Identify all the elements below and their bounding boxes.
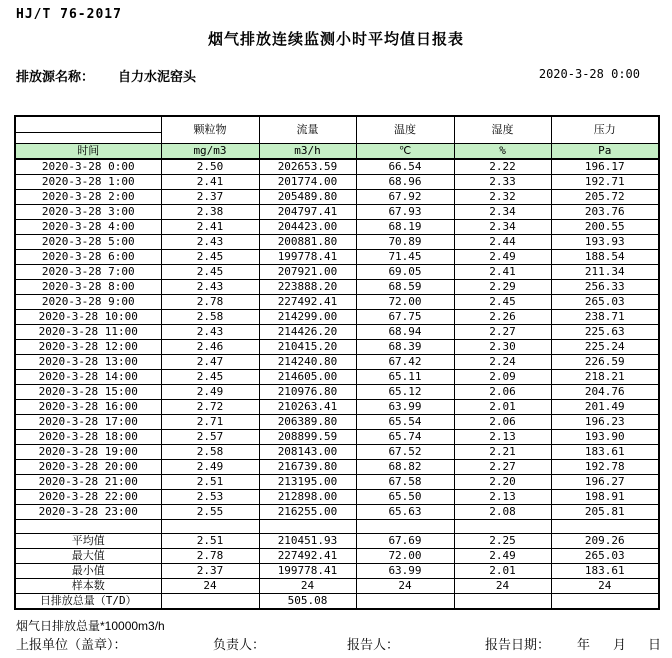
value-cell: 2.32 (454, 189, 551, 204)
value-cell: 192.78 (551, 459, 659, 474)
value-cell: 207921.00 (259, 264, 356, 279)
value-cell: 2.78 (161, 548, 259, 563)
value-cell: 202653.59 (259, 159, 356, 175)
value-cell: 216255.00 (259, 504, 356, 519)
header-row-labels (15, 116, 659, 132)
table-row (15, 339, 659, 354)
report-datetime: 2020-3-28 0:00 (538, 67, 640, 81)
month-label: 月 (613, 637, 627, 652)
value-cell: 2.01 (454, 563, 551, 578)
unit-cell-flow: m3/h (259, 143, 356, 159)
value-cell: 238.71 (551, 309, 659, 324)
value-cell: 2.43 (161, 279, 259, 294)
value-cell: 2.53 (161, 489, 259, 504)
footer-signature-line (0, 634, 672, 652)
time-cell: 2020-3-28 17:00 (15, 414, 161, 429)
value-cell: 2.06 (454, 384, 551, 399)
time-header-cell: 时间 (15, 143, 161, 159)
emission-source-line (16, 66, 196, 85)
table-row (15, 399, 659, 414)
value-cell: 2.29 (454, 279, 551, 294)
time-cell: 2020-3-28 22:00 (15, 489, 161, 504)
value-cell: 200.55 (551, 219, 659, 234)
unit-row (15, 143, 659, 159)
value-cell: 265.03 (551, 294, 659, 309)
value-cell: 2.24 (454, 354, 551, 369)
value-cell: 2.27 (454, 324, 551, 339)
value-cell: 2.38 (161, 204, 259, 219)
value-cell: 206389.80 (259, 414, 356, 429)
value-cell (259, 519, 356, 533)
time-cell: 2020-3-28 0:00 (15, 159, 161, 175)
column-header-pressure: 压力 (551, 116, 659, 143)
time-cell: 2020-3-28 2:00 (15, 189, 161, 204)
table-row (15, 489, 659, 504)
column-header-humidity: 湿度 (454, 116, 551, 143)
value-cell: 67.69 (356, 533, 454, 548)
time-cell: 2020-3-28 3:00 (15, 204, 161, 219)
value-cell: 68.82 (356, 459, 454, 474)
emission-source-name: 自力水泥窑头 (118, 69, 197, 84)
value-cell: 213195.00 (259, 474, 356, 489)
value-cell: 68.19 (356, 219, 454, 234)
time-cell: 2020-3-28 5:00 (15, 234, 161, 249)
value-cell: 69.05 (356, 264, 454, 279)
time-cell: 2020-3-28 21:00 (15, 474, 161, 489)
time-cell: 2020-3-28 15:00 (15, 384, 161, 399)
summary-label-cell: 最小值 (15, 563, 161, 578)
table-row (15, 354, 659, 369)
table-row (15, 459, 659, 474)
value-cell: 214605.00 (259, 369, 356, 384)
column-header-particulate: 颗粒物 (161, 116, 259, 143)
value-cell: 2.26 (454, 309, 551, 324)
value-cell: 65.11 (356, 369, 454, 384)
value-cell: 210263.41 (259, 399, 356, 414)
table-row (15, 279, 659, 294)
value-cell: 225.63 (551, 324, 659, 339)
year-label: 年 (577, 637, 591, 652)
value-cell: 188.54 (551, 249, 659, 264)
value-cell: 216739.80 (259, 459, 356, 474)
value-cell: 24 (551, 578, 659, 593)
value-cell: 68.39 (356, 339, 454, 354)
summary-row (15, 563, 659, 578)
value-cell: 225.24 (551, 339, 659, 354)
time-cell: 2020-3-28 14:00 (15, 369, 161, 384)
time-cell: 2020-3-28 12:00 (15, 339, 161, 354)
value-cell: 24 (356, 578, 454, 593)
summary-row (15, 578, 659, 593)
value-cell: 205.81 (551, 504, 659, 519)
value-cell: 256.33 (551, 279, 659, 294)
value-cell: 196.17 (551, 159, 659, 175)
time-cell: 2020-3-28 16:00 (15, 399, 161, 414)
value-cell: 65.50 (356, 489, 454, 504)
table-row (15, 384, 659, 399)
value-cell: 2.06 (454, 414, 551, 429)
value-cell: 2.58 (161, 309, 259, 324)
value-cell: 2.49 (454, 249, 551, 264)
value-cell: 2.30 (454, 339, 551, 354)
value-cell (454, 519, 551, 533)
value-cell: 2.49 (161, 459, 259, 474)
summary-label-cell: 日排放总量（T/D） (15, 593, 161, 609)
value-cell: 66.54 (356, 159, 454, 175)
unit-cell-temperature: ℃ (356, 143, 454, 159)
value-cell: 193.90 (551, 429, 659, 444)
reporter-label: 报告人： (347, 637, 400, 652)
value-cell: 2.49 (454, 548, 551, 563)
summary-label-cell: 样本数 (15, 578, 161, 593)
value-cell: 2.33 (454, 174, 551, 189)
time-cell: 2020-3-28 11:00 (15, 324, 161, 339)
value-cell: 204.76 (551, 384, 659, 399)
value-cell (551, 593, 659, 609)
value-cell: 226.59 (551, 354, 659, 369)
table-row (15, 219, 659, 234)
table-row (15, 429, 659, 444)
time-cell: 2020-3-28 19:00 (15, 444, 161, 459)
value-cell: 24 (454, 578, 551, 593)
value-cell: 2.46 (161, 339, 259, 354)
summary-row (15, 548, 659, 563)
value-cell: 214426.20 (259, 324, 356, 339)
report-date-label: 报告日期： (485, 637, 551, 652)
value-cell: 204423.00 (259, 219, 356, 234)
value-cell: 2.55 (161, 504, 259, 519)
value-cell: 2.49 (161, 384, 259, 399)
value-cell: 2.37 (161, 189, 259, 204)
value-cell: 196.27 (551, 474, 659, 489)
value-cell: 183.61 (551, 444, 659, 459)
value-cell: 2.41 (161, 174, 259, 189)
unit-cell-pressure: Pa (551, 143, 659, 159)
value-cell: 65.12 (356, 384, 454, 399)
summary-label-cell: 最大值 (15, 548, 161, 563)
value-cell: 2.45 (161, 264, 259, 279)
day-label: 日 (648, 637, 662, 652)
value-cell (161, 593, 259, 609)
column-header-flow: 流量 (259, 116, 356, 143)
value-cell: 2.41 (161, 219, 259, 234)
value-cell: 2.51 (161, 474, 259, 489)
value-cell (356, 519, 454, 533)
value-cell: 211.34 (551, 264, 659, 279)
unit-cell-humidity: % (454, 143, 551, 159)
summary-row (15, 593, 659, 609)
value-cell: 212898.00 (259, 489, 356, 504)
value-cell: 72.00 (356, 294, 454, 309)
value-cell: 2.45 (161, 249, 259, 264)
table-row (15, 264, 659, 279)
header-blank-cell-bottom (15, 132, 161, 143)
standard-code: HJ/T 76-2017 (16, 7, 122, 22)
table-row (15, 309, 659, 324)
value-cell: 505.08 (259, 593, 356, 609)
value-cell (551, 519, 659, 533)
value-cell: 2.43 (161, 234, 259, 249)
table-row (15, 249, 659, 264)
time-cell: 2020-3-28 4:00 (15, 219, 161, 234)
value-cell: 2.45 (454, 294, 551, 309)
value-cell: 63.99 (356, 399, 454, 414)
value-cell: 227492.41 (259, 548, 356, 563)
time-cell: 2020-3-28 1:00 (15, 174, 161, 189)
value-cell: 2.25 (454, 533, 551, 548)
value-cell: 193.93 (551, 234, 659, 249)
spacer-cell (15, 519, 161, 533)
value-cell: 214299.00 (259, 309, 356, 324)
value-cell: 199778.41 (259, 563, 356, 578)
value-cell: 265.03 (551, 548, 659, 563)
time-cell: 2020-3-28 10:00 (15, 309, 161, 324)
table-row (15, 369, 659, 384)
value-cell: 214240.80 (259, 354, 356, 369)
value-cell: 203.76 (551, 204, 659, 219)
value-cell: 205489.80 (259, 189, 356, 204)
value-cell: 201.49 (551, 399, 659, 414)
value-cell: 67.75 (356, 309, 454, 324)
value-cell: 208143.00 (259, 444, 356, 459)
value-cell: 67.52 (356, 444, 454, 459)
value-cell: 67.92 (356, 189, 454, 204)
value-cell: 2.78 (161, 294, 259, 309)
table-row (15, 474, 659, 489)
table-row (15, 414, 659, 429)
footer-note: 烟气日排放总量*10000m3/h (16, 619, 165, 633)
value-cell: 218.21 (551, 369, 659, 384)
value-cell: 210451.93 (259, 533, 356, 548)
value-cell: 204797.41 (259, 204, 356, 219)
column-header-temperature: 温度 (356, 116, 454, 143)
spacer-row (15, 519, 659, 533)
value-cell: 67.58 (356, 474, 454, 489)
value-cell: 2.27 (454, 459, 551, 474)
time-cell: 2020-3-28 20:00 (15, 459, 161, 474)
value-cell: 2.58 (161, 444, 259, 459)
value-cell: 2.47 (161, 354, 259, 369)
value-cell: 2.37 (161, 563, 259, 578)
responsible-person-label: 负责人： (213, 637, 266, 652)
time-cell: 2020-3-28 7:00 (15, 264, 161, 279)
value-cell: 210415.20 (259, 339, 356, 354)
value-cell: 199778.41 (259, 249, 356, 264)
table-row (15, 324, 659, 339)
value-cell (356, 593, 454, 609)
time-cell: 2020-3-28 18:00 (15, 429, 161, 444)
header-blank-cell-top (15, 116, 161, 132)
summary-label-cell: 平均值 (15, 533, 161, 548)
value-cell (161, 519, 259, 533)
table-row (15, 444, 659, 459)
time-cell: 2020-3-28 23:00 (15, 504, 161, 519)
value-cell: 201774.00 (259, 174, 356, 189)
value-cell: 2.13 (454, 489, 551, 504)
value-cell: 68.96 (356, 174, 454, 189)
value-cell: 2.57 (161, 429, 259, 444)
value-cell: 70.89 (356, 234, 454, 249)
value-cell: 2.51 (161, 533, 259, 548)
value-cell: 183.61 (551, 563, 659, 578)
report-table (14, 115, 660, 610)
value-cell: 2.34 (454, 204, 551, 219)
value-cell: 209.26 (551, 533, 659, 548)
value-cell: 2.34 (454, 219, 551, 234)
value-cell: 68.59 (356, 279, 454, 294)
value-cell: 198.91 (551, 489, 659, 504)
value-cell: 196.23 (551, 414, 659, 429)
unit-cell-particulate: mg/m3 (161, 143, 259, 159)
table-row (15, 294, 659, 309)
table-row (15, 204, 659, 219)
value-cell: 65.54 (356, 414, 454, 429)
value-cell: 205.72 (551, 189, 659, 204)
value-cell: 2.45 (161, 369, 259, 384)
value-cell: 2.71 (161, 414, 259, 429)
summary-row (15, 533, 659, 548)
report-unit-label: 上报单位（盖章）： (16, 637, 127, 652)
value-cell: 24 (259, 578, 356, 593)
value-cell: 227492.41 (259, 294, 356, 309)
value-cell: 67.93 (356, 204, 454, 219)
value-cell: 67.42 (356, 354, 454, 369)
time-cell: 2020-3-28 8:00 (15, 279, 161, 294)
value-cell: 63.99 (356, 563, 454, 578)
value-cell: 200881.80 (259, 234, 356, 249)
table-row (15, 159, 659, 175)
time-cell: 2020-3-28 6:00 (15, 249, 161, 264)
table-row (15, 504, 659, 519)
value-cell: 68.94 (356, 324, 454, 339)
value-cell: 71.45 (356, 249, 454, 264)
value-cell: 2.72 (161, 399, 259, 414)
value-cell: 2.01 (454, 399, 551, 414)
value-cell: 208899.59 (259, 429, 356, 444)
value-cell: 210976.80 (259, 384, 356, 399)
value-cell: 72.00 (356, 548, 454, 563)
value-cell: 2.43 (161, 324, 259, 339)
value-cell: 2.13 (454, 429, 551, 444)
value-cell: 2.21 (454, 444, 551, 459)
value-cell (454, 593, 551, 609)
value-cell: 24 (161, 578, 259, 593)
value-cell: 2.20 (454, 474, 551, 489)
value-cell: 2.50 (161, 159, 259, 175)
value-cell: 2.44 (454, 234, 551, 249)
time-cell: 2020-3-28 13:00 (15, 354, 161, 369)
value-cell: 65.63 (356, 504, 454, 519)
value-cell: 2.09 (454, 369, 551, 384)
time-cell: 2020-3-28 9:00 (15, 294, 161, 309)
report-title: 烟气排放连续监测小时平均值日报表 (207, 31, 464, 48)
value-cell: 2.08 (454, 504, 551, 519)
value-cell: 223888.20 (259, 279, 356, 294)
value-cell: 65.74 (356, 429, 454, 444)
table-row (15, 234, 659, 249)
value-cell: 2.41 (454, 264, 551, 279)
emission-source-label: 排放源名称： (16, 69, 95, 84)
table-row (15, 174, 659, 189)
value-cell: 2.22 (454, 159, 551, 175)
value-cell: 192.71 (551, 174, 659, 189)
table-row (15, 189, 659, 204)
